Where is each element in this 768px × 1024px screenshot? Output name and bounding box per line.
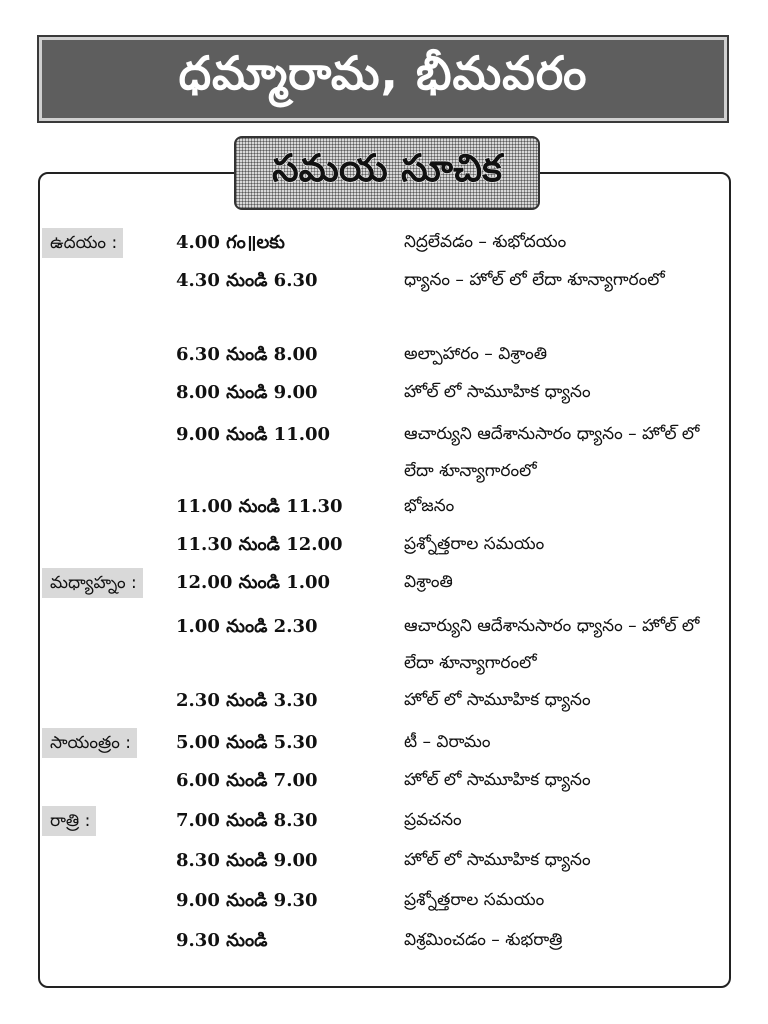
time-range: 5.00 నుండి 5.30 bbox=[176, 732, 318, 753]
schedule-row bbox=[0, 686, 768, 716]
activity-text: విశ్రాంతి bbox=[404, 572, 453, 592]
activity-text: ప్రవచనం bbox=[404, 810, 462, 830]
schedule-row bbox=[0, 340, 768, 370]
activity-text: ఆచార్యుని ఆదేశానుసారం ధ్యానం – హోల్ లో లేదా శూన్యాగారంలో bbox=[404, 616, 700, 673]
schedule-row bbox=[0, 266, 768, 296]
activity-text: విశ్రమించడం – శుభరాత్రి bbox=[404, 930, 563, 950]
schedule-row bbox=[0, 612, 768, 673]
activity-text: అల్పాహారం – విశ్రాంతి bbox=[404, 344, 548, 364]
time-range: 11.00 నుండి 11.30 bbox=[176, 496, 343, 517]
activity-text: ప్రశ్నోత్తరాల సమయం bbox=[404, 534, 545, 554]
schedule-row bbox=[0, 846, 768, 876]
period-label: రాత్రి : bbox=[42, 806, 96, 836]
time-range: 9.00 నుండి 9.30 bbox=[176, 890, 318, 911]
time-range: 11.30 నుండి 12.00 bbox=[176, 534, 343, 555]
page-title: ధమ్మారామ, భీమవరం bbox=[178, 46, 588, 100]
schedule-subtitle: సమయ సూచిక bbox=[272, 146, 502, 190]
schedule-row bbox=[0, 568, 768, 598]
schedule-row bbox=[0, 766, 768, 796]
activity-text: భోజనం bbox=[404, 496, 455, 516]
period-label: సాయంత్రం : bbox=[42, 728, 137, 758]
activity-text: టీ – విరామం bbox=[404, 732, 491, 752]
title-banner bbox=[37, 35, 729, 123]
schedule-row bbox=[0, 420, 768, 481]
period-label: మధ్యాహ్నం : bbox=[42, 568, 143, 598]
schedule-row bbox=[0, 926, 768, 956]
period-label: ఉదయం : bbox=[42, 228, 123, 258]
activity-text: హోల్ లో సామూహిక ధ్యానం bbox=[404, 382, 591, 402]
schedule-row bbox=[0, 492, 768, 522]
time-range: 4.30 నుండి 6.30 bbox=[176, 270, 318, 291]
schedule-row bbox=[0, 378, 768, 408]
schedule-row bbox=[0, 228, 768, 258]
time-range: 2.30 నుండి 3.30 bbox=[176, 690, 318, 711]
schedule-row bbox=[0, 806, 768, 836]
schedule-row bbox=[0, 728, 768, 758]
activity-text: ధ్యానం – హోల్ లో లేదా శూన్యాగారంలో bbox=[404, 270, 665, 290]
time-range: 8.30 నుండి 9.00 bbox=[176, 850, 318, 871]
activity-text: హోల్ లో సామూహిక ధ్యానం bbox=[404, 850, 591, 870]
time-range: 4.00 గం॥లకు bbox=[176, 232, 285, 253]
activity-text: ప్రశ్నోత్తరాల సమయం bbox=[404, 890, 545, 910]
time-range: 1.00 నుండి 2.30 bbox=[176, 616, 318, 637]
time-range: 12.00 నుండి 1.00 bbox=[176, 572, 331, 593]
schedule-row bbox=[0, 886, 768, 916]
time-range: 9.30 నుండి bbox=[176, 930, 268, 951]
activity-text: హోల్ లో సామూహిక ధ్యానం bbox=[404, 690, 591, 710]
time-range: 6.30 నుండి 8.00 bbox=[176, 344, 318, 365]
schedule-row bbox=[0, 530, 768, 560]
activity-text: నిద్రలేవడం – శుభోదయం bbox=[404, 232, 567, 252]
subtitle-box bbox=[234, 136, 540, 210]
activity-text: ఆచార్యుని ఆదేశానుసారం ధ్యానం – హోల్ లో లేదా శూన్యాగారంలో bbox=[404, 424, 700, 481]
activity-text: హోల్ లో సామూహిక ధ్యానం bbox=[404, 770, 591, 790]
time-range: 9.00 నుండి 11.00 bbox=[176, 424, 331, 445]
time-range: 6.00 నుండి 7.00 bbox=[176, 770, 318, 791]
time-range: 7.00 నుండి 8.30 bbox=[176, 810, 318, 831]
time-range: 8.00 నుండి 9.00 bbox=[176, 382, 318, 403]
